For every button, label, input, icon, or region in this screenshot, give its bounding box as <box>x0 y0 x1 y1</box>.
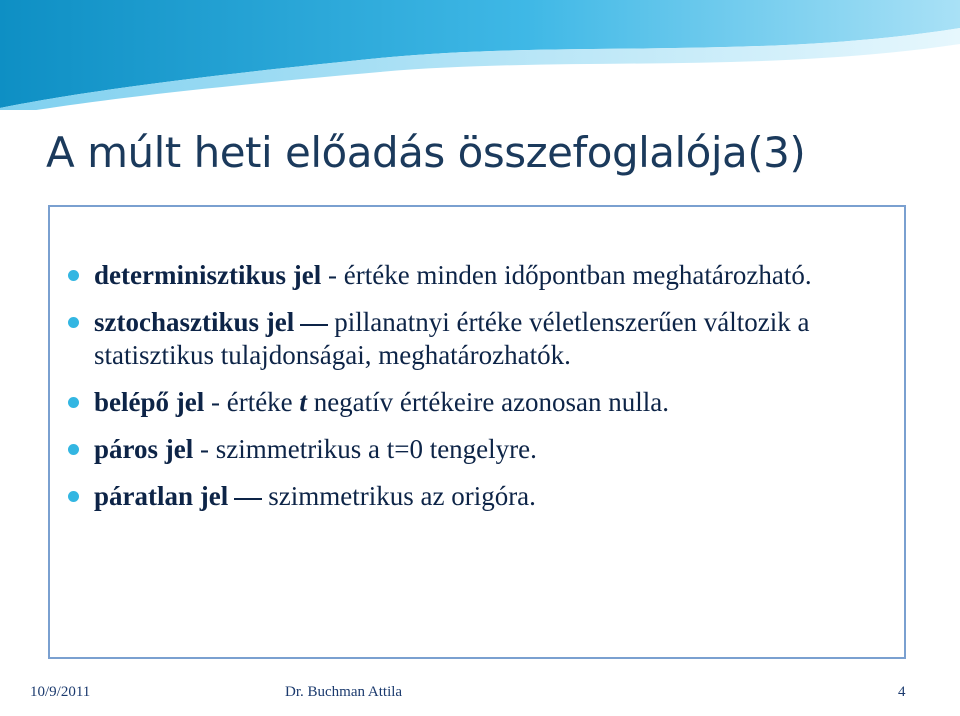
bullet-term: páros jel <box>94 434 194 464</box>
em-dash <box>234 498 262 500</box>
bullet-text: szimmetrikus a t=0 tengelyre. <box>215 434 537 464</box>
bullet-dot-icon <box>68 491 79 502</box>
footer-author: Dr. Buchman Attila <box>285 684 403 700</box>
bullet-item: determinisztikus jel - értéke minden időpontban meghatározható. <box>68 259 888 292</box>
bullet-term: belépő jel <box>94 387 205 417</box>
bullet-list <box>68 259 888 527</box>
bullet-term: determinisztikus jel <box>94 260 322 290</box>
bullet-item: páros jel - szimmetrikus a t=0 tengelyre. <box>68 433 888 466</box>
header-wave-decoration <box>0 0 960 110</box>
bullet-item <box>68 480 888 513</box>
bullet-dot-icon <box>68 444 79 455</box>
slide-number: 4 <box>898 684 906 700</box>
footer-date: 10/9/2011 <box>30 684 91 700</box>
bullet-item: belépő jel - értéke t negatív értékeire azonosan nulla. <box>68 386 888 419</box>
bullet-item <box>68 306 888 372</box>
slide-title: A múlt heti előadás összefoglalója(3) <box>46 128 806 177</box>
bullet-text: értéke minden időpontban meghatározható. <box>343 260 812 290</box>
content-box <box>48 205 906 659</box>
bullet-text: pillanatnyi értéke véletlenszerűen változik a statisztikus tulajdonságai, meghatározhatók. <box>94 307 810 370</box>
bullet-text: szimmetrikus az origóra. <box>268 481 536 511</box>
bullet-text: negatív értékeire azonosan nulla. <box>306 387 670 417</box>
bullet-dot-icon <box>68 270 79 281</box>
bullet-dot-icon <box>68 317 79 328</box>
bullet-term: sztochasztikus jel <box>94 307 295 337</box>
bullet-dot-icon <box>68 397 79 408</box>
italic-variable: t <box>299 387 307 417</box>
em-dash <box>300 324 328 326</box>
bullet-term: páratlan jel <box>94 481 229 511</box>
